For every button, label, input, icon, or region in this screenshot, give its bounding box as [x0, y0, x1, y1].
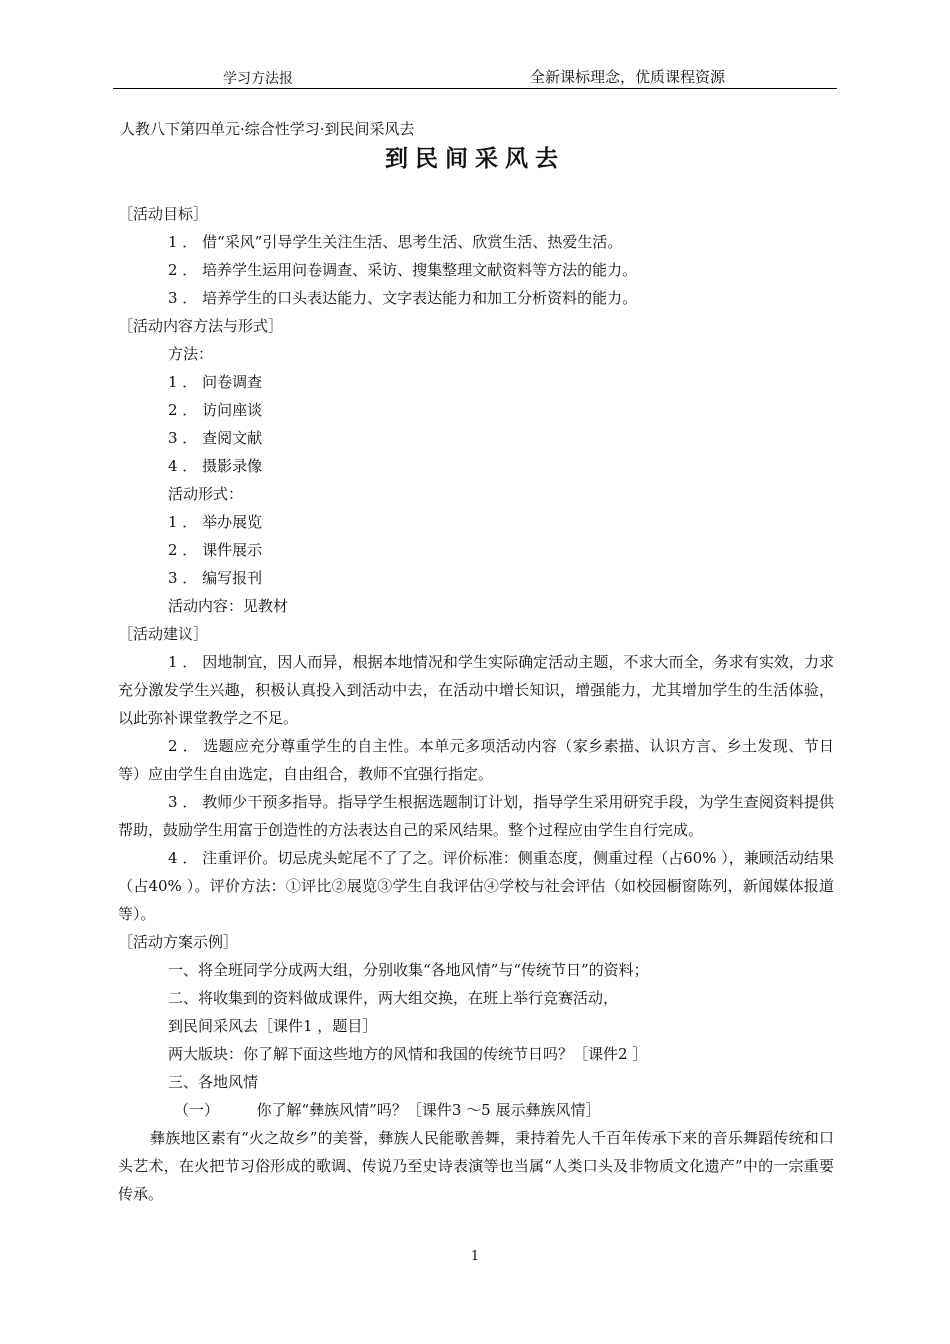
form-item: 3 ． 编写报刊 [168, 569, 263, 587]
page-number: 1 [470, 1249, 480, 1264]
suggestion-paragraph: 4 ． 注重评价。切忌虎头蛇尾不了了之。评价标准：侧重态度，侧重过程（占60% ），兼顾活动结果（占40% ）。评价方法：①评比②展览③学生自我评估④学校与社会评估（如校园橱窗陈列，新闻媒体报道等）。 [118, 849, 834, 923]
form-label: 活动形式： [168, 485, 244, 503]
method-label: 方法： [168, 345, 214, 363]
unit-subtitle: 人教八下第四单元·综合性学习·到民间采风去 [120, 120, 415, 138]
activity-content-line: 活动内容：见教材 [168, 597, 289, 615]
method-item: 4 ． 摄影录像 [168, 457, 263, 475]
section-heading-goals: ［活动目标］ [118, 205, 209, 223]
plan-line: 到民间采风去［课件1 ，题目］ [168, 1017, 378, 1035]
plan-line: 二、将收集到的资料做成课件，两大组交换，在班上举行竞赛活动， [168, 989, 619, 1007]
page-title: 到民间采风去 [385, 146, 565, 172]
plan-line: 三、各地风情 [168, 1073, 259, 1091]
goal-item: 2 ． 培养学生运用问卷调查、采访、搜集整理文献资料等方法的能力。 [168, 261, 638, 279]
section-heading-plan: ［活动方案示例］ [118, 933, 239, 951]
form-item: 1 ． 举办展览 [168, 513, 263, 531]
header-slogan: 全新课标理念，优质课程资源 [529, 68, 725, 86]
goal-item: 3 ． 培养学生的口头表达能力、文字表达能力和加工分析资料的能力。 [168, 289, 638, 307]
header-publication: 学习方法报 [223, 71, 293, 87]
yi-culture-paragraph: 彝族地区素有“火之故乡”的美誉，彝族人民能歌善舞，秉持着先人千百年传承下来的音乐舞蹈传统和口头艺术，在火把节习俗形成的歌调、传说乃至史诗表演等也当属“人类口头及非物质文化遗产”中的一宗重要传承。 [118, 1129, 834, 1203]
method-item: 3 ． 查阅文献 [168, 429, 263, 447]
form-item: 2 ． 课件展示 [168, 541, 263, 559]
plan-line: 一、将全班同学分成两大组，分别收集“各地风情”与“传统节日”的资料； [168, 961, 649, 979]
goal-item: 1 ． 借“采风”引导学生关注生活、思考生活、欣赏生活、热爱生活。 [168, 233, 623, 251]
section-heading-suggestions: ［活动建议］ [118, 625, 209, 643]
plan-line: 两大版块：你了解下面这些地方的风情和我国的传统节日吗？［课件2 ］ [168, 1045, 648, 1063]
document-body [118, 200, 834, 1208]
method-item: 1 ． 问卷调查 [168, 373, 263, 391]
method-item: 2 ． 访问座谈 [168, 401, 263, 419]
section-heading-methods: ［活动内容方法与形式］ [118, 317, 284, 335]
suggestion-paragraph: 2 ． 选题应充分尊重学生的自主性。本单元多项活动内容（家乡素描、认识方言、乡土发现、节日等）应由学生自由选定，自由组合，教师不宜强行指定。 [118, 737, 834, 783]
page-header [113, 64, 837, 89]
suggestion-paragraph: 1 ． 因地制宜，因人而异，根据本地情况和学生实际确定活动主题，不求大而全，务求有实效，力求充分激发学生兴趣，积极认真投入到活动中去，在活动中增长知识，增强能力，尤其增加学生的生活体验，以此弥补课堂教学之不足。 [118, 653, 834, 727]
suggestion-paragraph: 3 ． 教师少干预多指导。指导学生根据选题制订计划，指导学生采用研究手段，为学生查阅资料提供帮助，鼓励学生用富于创造性的方法表达自己的采风结果。整个过程应由学生自行完成。 [118, 793, 834, 839]
plan-line: （一） 你了解“彝族风情”吗？［课件3 ～5 展示彝族风情］ [174, 1101, 601, 1119]
